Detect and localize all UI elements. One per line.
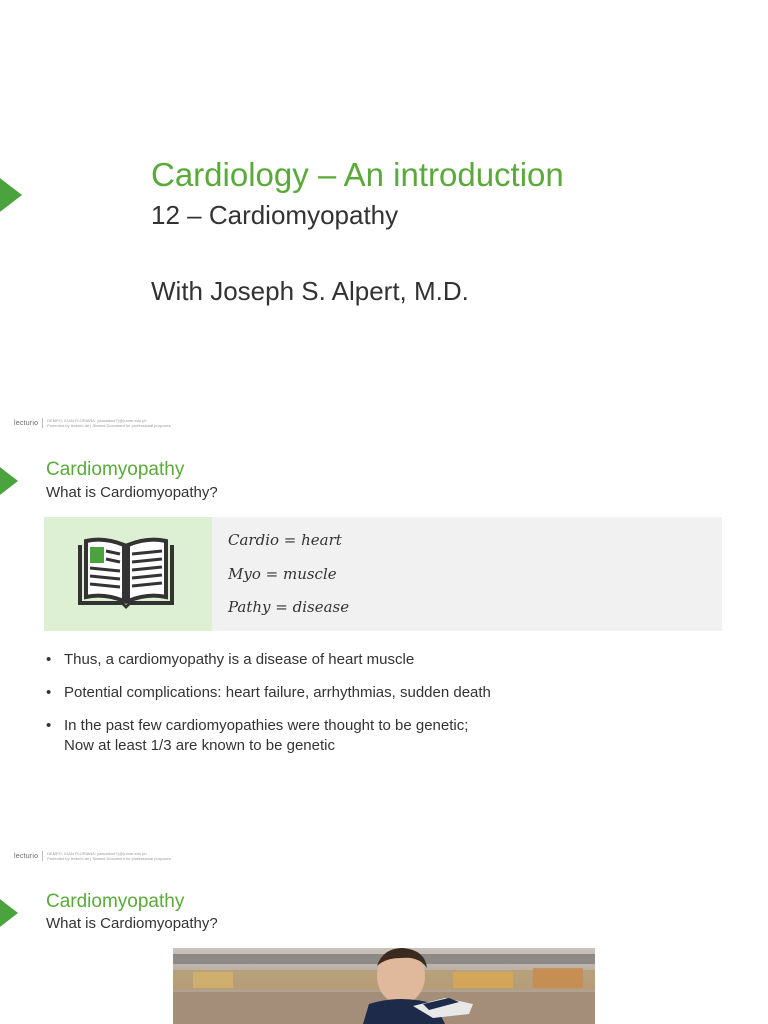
bullet-list (46, 650, 706, 769)
slide-title: Cardiomyopathy (46, 459, 185, 480)
definition-panel (212, 517, 722, 631)
slide-title: Cardiomyopathy (46, 891, 185, 912)
footer-line-2: Protected by lecturio.de | Shared Document for professional purposes (47, 423, 171, 428)
bullet-item: • Potential complications: heart failure, arrhythmias, sudden death (46, 683, 706, 703)
lecture-title: 12 – Cardiomyopathy (151, 200, 399, 230)
footer-line-1: DEMPO, IOAN FLORIANA: yaavadoct7(@)umm.edu.ph (47, 418, 147, 423)
slide-footer (14, 418, 171, 428)
presenter-name: With Joseph S. Alpert, M.D. (151, 276, 469, 306)
footer-info (47, 851, 171, 861)
slide-footer (14, 851, 171, 861)
slide-subtitle: What is Cardiomyopathy? (46, 915, 218, 932)
footer-divider (42, 418, 43, 428)
photo-slide (0, 872, 768, 1024)
definition-slide (0, 440, 768, 840)
brand-logo: lecturio (14, 419, 39, 427)
footer-info (47, 418, 171, 428)
slide-arrow-icon (0, 175, 22, 215)
definition-myo: Myo = muscle (228, 564, 337, 583)
title-slide (0, 0, 768, 420)
footer-line-1: DEMPO, IOAN FLORIANA: yaavadoct7(@)umm.edu.ph (47, 851, 147, 856)
course-title: Cardiology – An introduction (151, 156, 564, 193)
book-panel (44, 517, 212, 631)
open-book-icon (74, 535, 178, 613)
athlete-photo-image (173, 948, 595, 1024)
footer-divider (42, 851, 43, 861)
slide-subtitle: What is Cardiomyopathy? (46, 484, 218, 501)
definition-cardio: Cardio = heart (228, 531, 342, 549)
bullet-item: • In the past few cardiomyopathies were thought to be genetic; Now at least 1/3 are known to be genetic (46, 716, 706, 756)
slide-arrow-icon (0, 464, 18, 498)
athlete-photo (173, 948, 595, 1024)
footer-line-2: Protected by lecturio.de | Shared Document for professional purposes (47, 856, 171, 861)
brand-logo: lecturio (14, 852, 39, 860)
slide-arrow-icon (0, 896, 18, 930)
definition-pathy: Pathy = disease (228, 598, 350, 616)
definition-box (44, 517, 722, 631)
bullet-item: • Thus, a cardiomyopathy is a disease of heart muscle (46, 650, 706, 670)
